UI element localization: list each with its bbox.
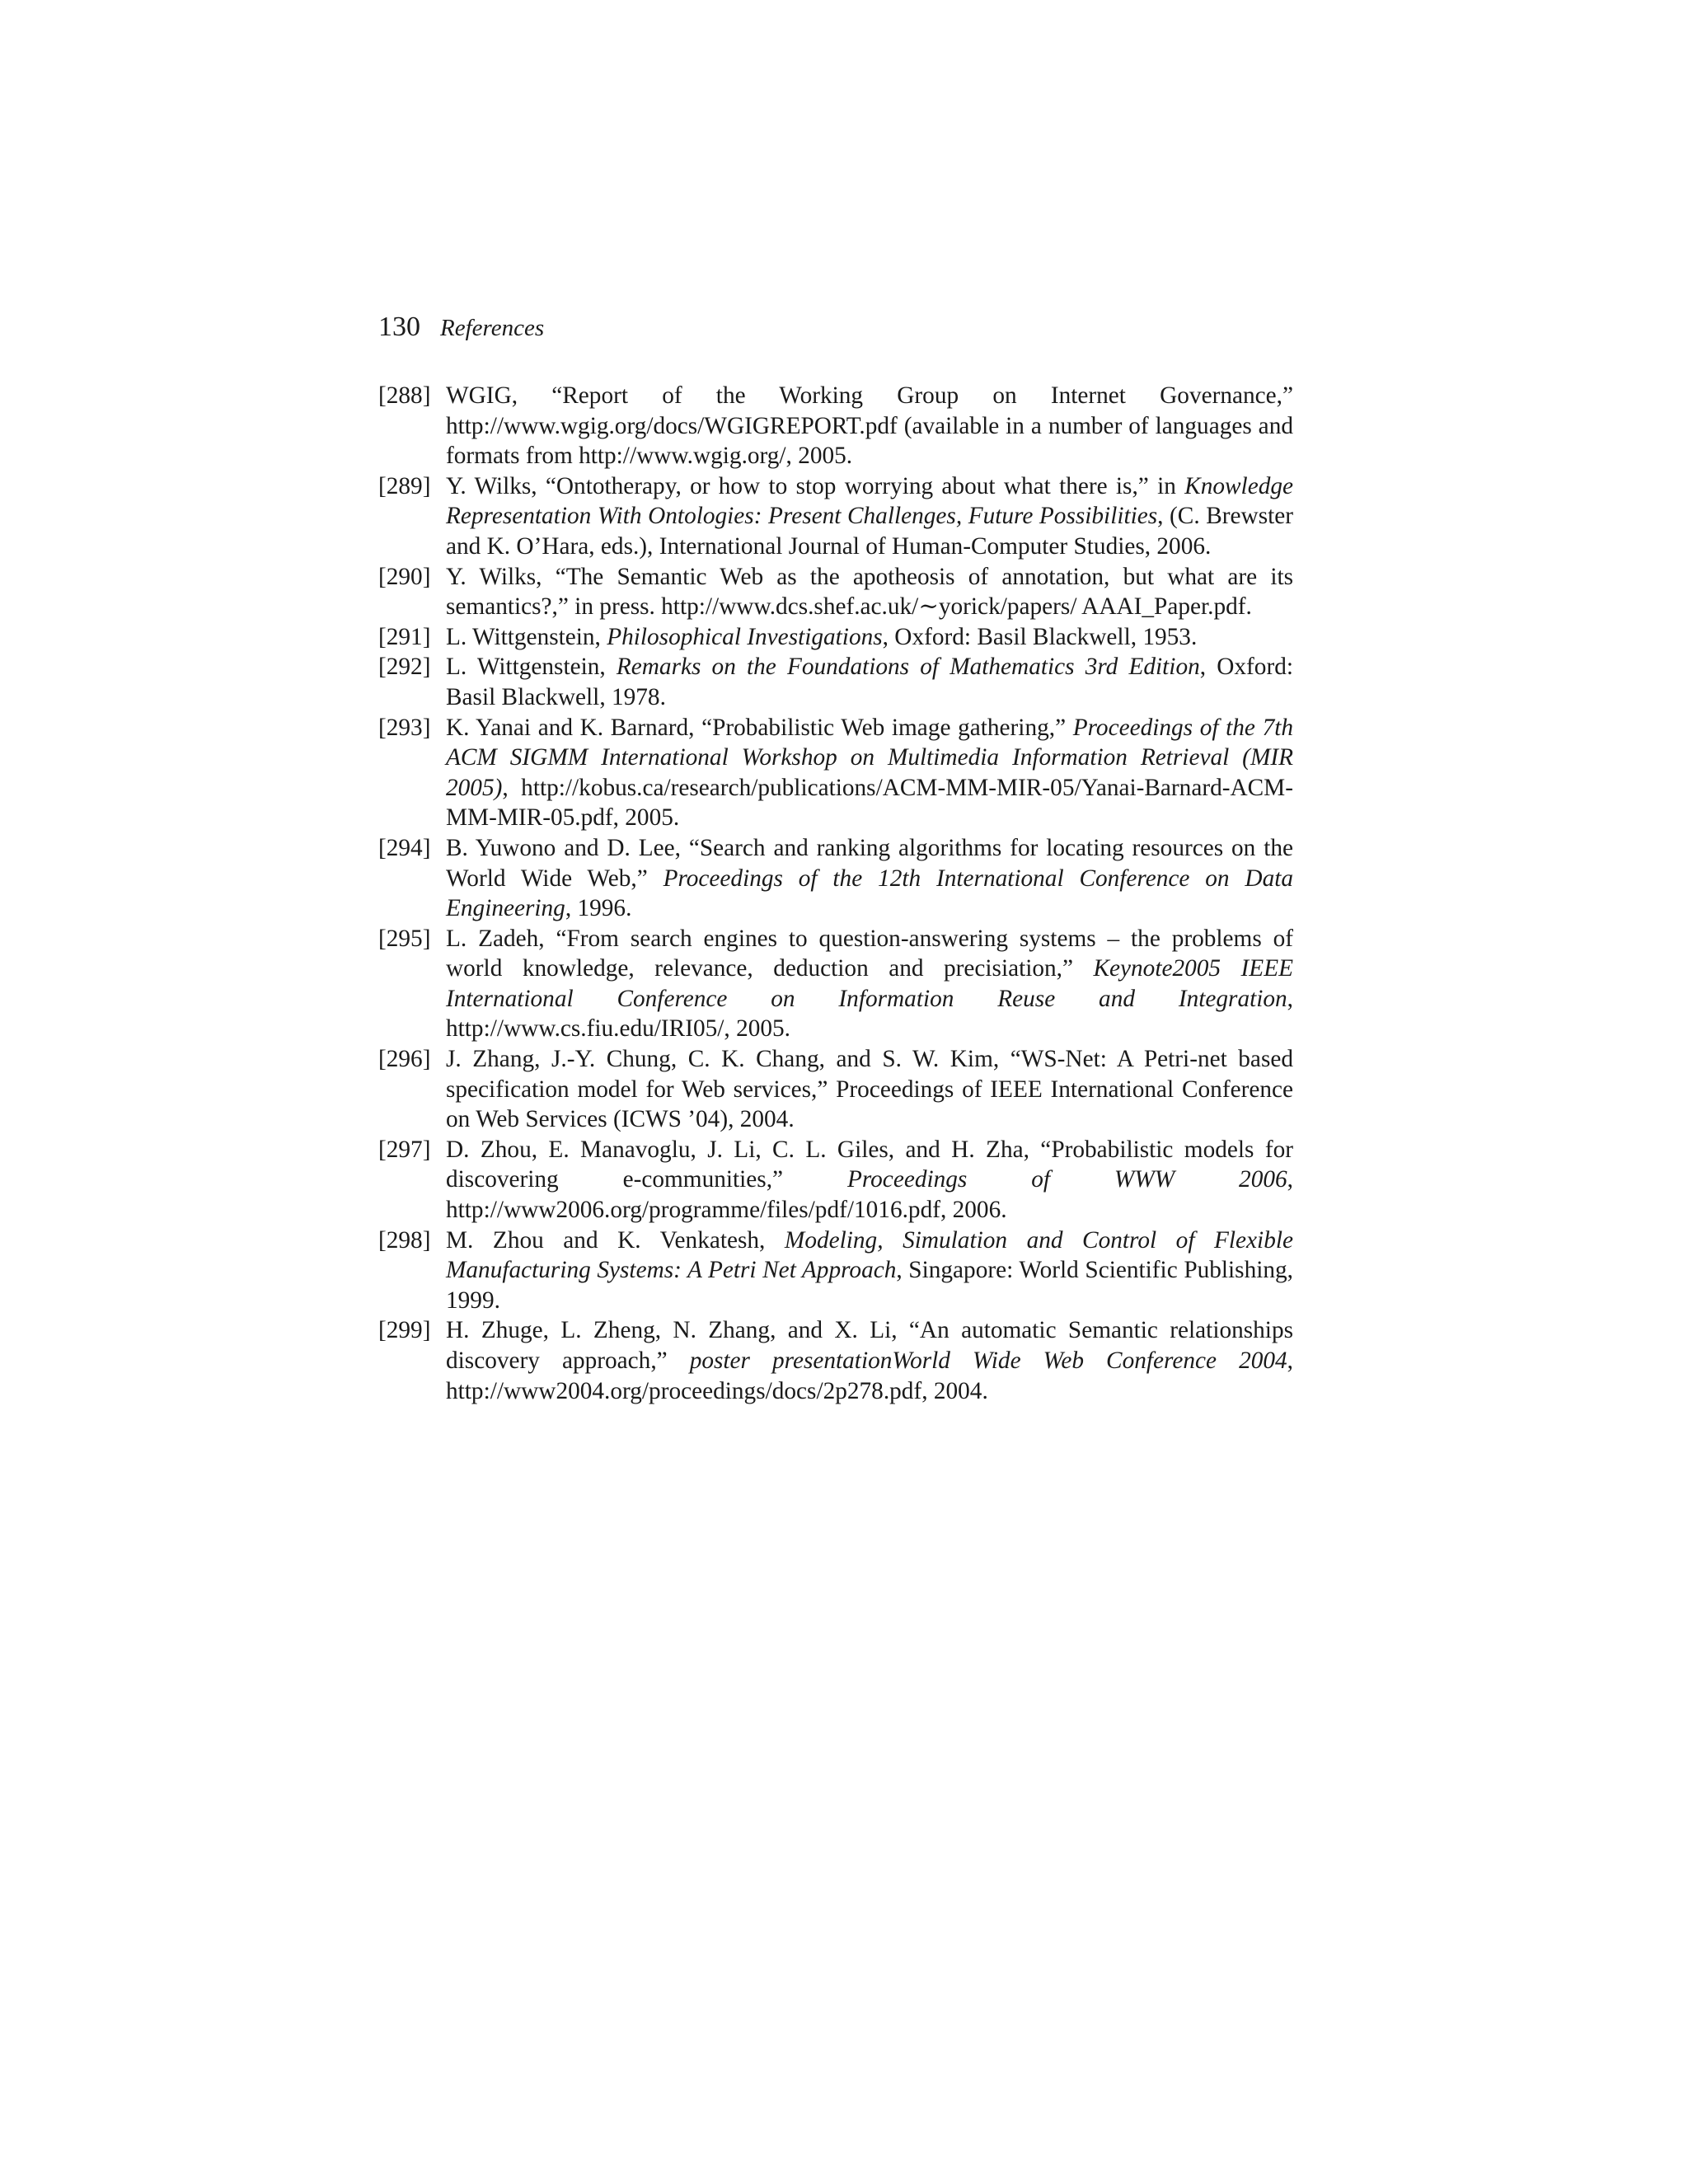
reference-text (446, 562, 1293, 622)
reference-text-segment: , Singapore: World Scientific Publishing, 1999. (446, 1257, 1293, 1314)
reference-entry (378, 1315, 1293, 1406)
reference-text-segment: , 1996. (565, 895, 632, 922)
reference-number: [290] (378, 563, 431, 590)
reference-number: [288] (378, 382, 431, 409)
reference-entry (378, 924, 1293, 1044)
reference-text (446, 833, 1293, 924)
reference-text-segment: B. Yuwono and D. Lee, “Search and ranking algorithms for locating resources on the World Wide Web,” (446, 834, 1293, 892)
reference-title-italic: Keynote2005 IEEE International Conference on Information Reuse and Integration (446, 955, 1293, 1012)
reference-text-segment: D. Zhou, E. Manavoglu, J. Li, C. L. Giles, and H. Zha, “Probabilistic models for discovering e-communities,” (446, 1136, 1293, 1193)
reference-entry (378, 1135, 1293, 1226)
reference-number: [299] (378, 1317, 431, 1344)
reference-text-segment: , http://kobus.ca/research/publications/ACM-MM-MIR-05/Yanai-Barnard-ACM-MM-MIR-05.pdf, 2005. (446, 774, 1293, 832)
reference-entry (378, 562, 1293, 622)
reference-title-italic: Philosophical Investigations (607, 623, 883, 650)
reference-entry (378, 713, 1293, 833)
reference-entry (378, 1044, 1293, 1135)
reference-title-italic: Modeling, Simulation and Control of Flexible Manufacturing Systems: A Petri Net Approach (446, 1226, 1293, 1284)
reference-text-segment: Y. Wilks, “Ontotherapy, or how to stop worrying about what there is,” in (446, 472, 1185, 499)
reference-number: [293] (378, 714, 431, 741)
reference-entry (378, 622, 1293, 653)
reference-text (446, 471, 1293, 562)
reference-text-segment: , http://www2004.org/proceedings/docs/2p278.pdf, 2004. (446, 1347, 1293, 1404)
reference-text (446, 1226, 1293, 1316)
reference-text-segment: , http://www2006.org/programme/files/pdf/1016.pdf, 2006. (446, 1166, 1293, 1224)
reference-text-segment: , (C. Brewster and K. O’Hara, eds.), International Journal of Human-Computer Studies, 2006. (446, 503, 1293, 560)
reference-number: [291] (378, 623, 431, 650)
running-head: References (440, 315, 545, 341)
reference-title-italic: Remarks on the Foundations of Mathematics 3rd Edition (616, 654, 1200, 681)
reference-text (446, 652, 1293, 712)
page-header (378, 312, 544, 353)
reference-title-italic: poster presentationWorld Wide Web Conference 2004 (689, 1347, 1287, 1374)
reference-number: [289] (378, 472, 431, 499)
reference-text-segment: , http://www.cs.fiu.edu/IRI05/, 2005. (446, 985, 1293, 1043)
reference-text-segment: K. Yanai and K. Barnard, “Probabilistic Web image gathering,” (446, 714, 1073, 741)
reference-text-segment: M. Zhou and K. Venkatesh, (446, 1226, 785, 1254)
reference-number: [297] (378, 1136, 431, 1163)
reference-text-segment: WGIG, “Report of the Working Group on Internet Governance,” http://www.wgig.org/docs/WGIGREPORT.pdf (available in a number of languages and formats from http://www.wgig.org/, 2005. (446, 382, 1293, 470)
page-number: 130 (378, 312, 420, 342)
reference-title-italic: Proceedings of the 7th ACM SIGMM International Workshop on Multimedia Information Retrieval (MIR 2005) (446, 714, 1294, 801)
reference-number: [296] (378, 1046, 431, 1073)
reference-text (446, 622, 1293, 653)
reference-text (446, 713, 1293, 833)
reference-entry (378, 652, 1293, 712)
reference-text-segment: L. Zadeh, “From search engines to question-answering systems – the problems of world knowledge, relevance, deduction and precisiation,” (446, 925, 1293, 982)
reference-text-segment: H. Zhuge, L. Zheng, N. Zhang, and X. Li, “An automatic Semantic relationships discovery approach,” (446, 1317, 1293, 1374)
reference-entry (378, 833, 1293, 924)
reference-title-italic: Knowledge Representation With Ontologies: Present Challenges, Future Possibilities (446, 472, 1293, 530)
reference-text-segment: L. Wittgenstein, (446, 623, 607, 650)
reference-text-segment: Y. Wilks, “The Semantic Web as the apotheosis of annotation, but what are its semantics?,” in press. http://www.dcs.shef.ac.uk/∼yorick/papers/ AAAI_Paper.pdf. (446, 563, 1293, 621)
reference-text-segment: , Oxford: Basil Blackwell, 1978. (446, 654, 1293, 710)
reference-title-italic: Proceedings of the 12th International Conference on Data Engineering (446, 865, 1294, 922)
reference-text-segment: L. Wittgenstein, (446, 654, 617, 681)
reference-entry (378, 471, 1293, 562)
reference-text (446, 1135, 1293, 1226)
reference-number: [294] (378, 834, 431, 861)
reference-text-segment: , Oxford: Basil Blackwell, 1953. (882, 623, 1198, 650)
reference-text (446, 1315, 1293, 1406)
reference-number: [298] (378, 1226, 431, 1254)
reference-number: [295] (378, 925, 431, 952)
reference-list (378, 381, 1293, 1406)
reference-entry (378, 381, 1293, 471)
reference-entry (378, 1226, 1293, 1316)
reference-title-italic: Proceedings of WWW 2006 (846, 1166, 1287, 1193)
reference-text (446, 924, 1293, 1044)
reference-text-segment: J. Zhang, J.-Y. Chung, C. K. Chang, and S. W. Kim, “WS-Net: A Petri-net based specification model for Web services,” Proceedings of IEEE International Conference on Web Services (ICWS ’04), 2004. (446, 1046, 1293, 1133)
reference-text (446, 1044, 1293, 1135)
reference-text (446, 381, 1293, 471)
reference-number: [292] (378, 654, 431, 681)
